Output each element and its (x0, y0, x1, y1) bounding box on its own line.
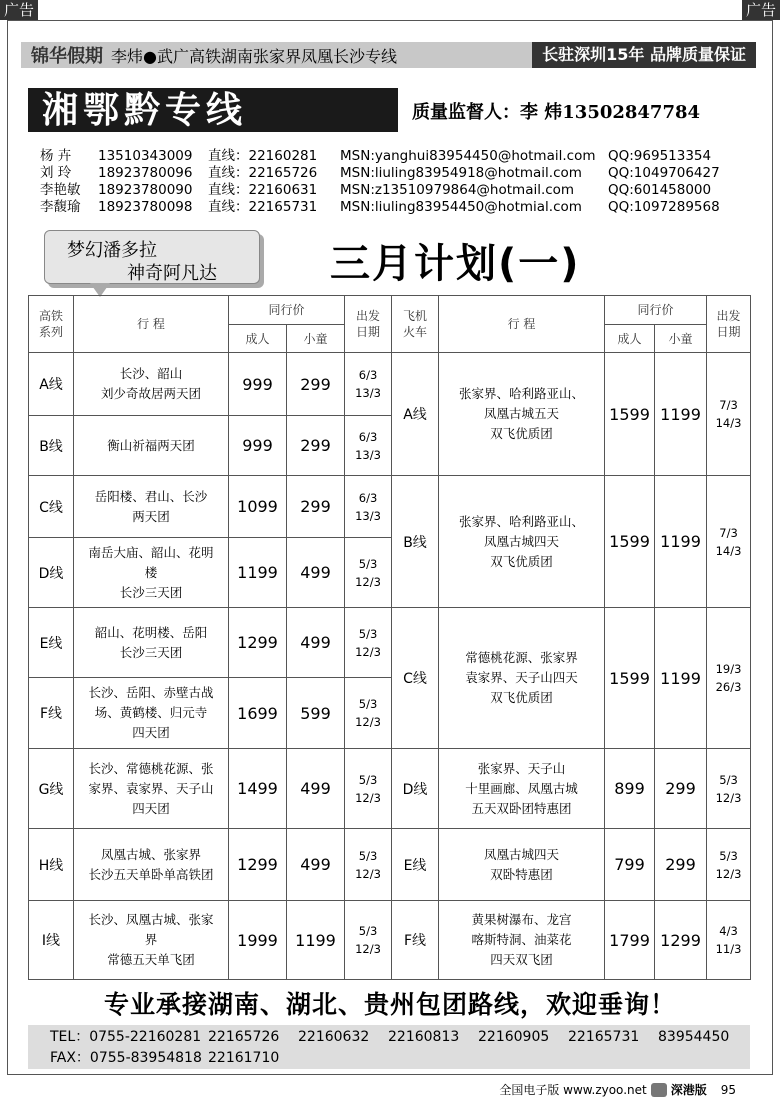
left-line: H线 (29, 829, 74, 901)
phone-box (28, 1025, 750, 1069)
ad-label-right: 广告 (742, 0, 780, 20)
header-right-departure: 出发 日期 (707, 296, 751, 353)
left-adult-price: 999 (229, 353, 287, 416)
left-route: 南岳大庙、韶山、花明 楼 长沙三天团 (74, 538, 229, 608)
right-dates: 5/3 12/3 (707, 749, 751, 829)
left-adult-price: 1699 (229, 678, 287, 749)
line-banner (28, 88, 398, 132)
left-dates: 6/3 13/3 (345, 476, 392, 538)
promo-line-2: 神奇阿凡达 (127, 263, 217, 284)
contact-msn: MSN:yanghui83954450@hotmail.com (340, 148, 596, 164)
contact-name: 刘 玲 (40, 165, 72, 181)
left-dates: 5/3 12/3 (345, 749, 392, 829)
quality-supervisor: 质量监督人：李 炜13502847784 (412, 102, 701, 123)
contact-name: 李馥瑜 (40, 199, 81, 215)
tel-number: 22160813 (388, 1029, 460, 1045)
ad-label-left: 广告 (0, 0, 38, 20)
header-left-child: 小童 (287, 325, 345, 353)
contact-qq: QQ:1097289568 (608, 199, 720, 215)
contact-mobile: 18923780090 (98, 182, 193, 198)
page-footer (499, 1081, 736, 1098)
right-adult-price: 899 (605, 749, 655, 829)
right-adult-price: 1799 (605, 901, 655, 980)
left-line: D线 (29, 538, 74, 608)
left-adult-price: 1199 (229, 538, 287, 608)
left-line: B线 (29, 416, 74, 476)
left-adult-price: 1099 (229, 476, 287, 538)
page-number: 95 (720, 1082, 736, 1097)
tel-label: TEL：0755-22160281 (50, 1029, 202, 1045)
left-child-price: 299 (287, 353, 345, 416)
tel-number: 22165726 (208, 1029, 280, 1045)
left-line: F线 (29, 678, 74, 749)
line-banner-title: 湘鄂黔专线 (42, 89, 248, 131)
right-line: D线 (392, 749, 439, 829)
right-dates: 7/3 14/3 (707, 476, 751, 608)
header-left-peer-price: 同行价 (229, 296, 345, 325)
left-child-price: 499 (287, 538, 345, 608)
tel-number: 22165731 (568, 1029, 640, 1045)
left-route: 衡山祈福两天团 (74, 416, 229, 476)
fax-row (50, 1048, 750, 1069)
left-child-price: 599 (287, 678, 345, 749)
contact-name: 杨 卉 (40, 148, 72, 164)
tel-row (50, 1027, 750, 1048)
fax-number: 22161710 (208, 1050, 280, 1066)
contact-direct: 直线：22160281 (208, 148, 318, 164)
left-dates: 5/3 12/3 (345, 901, 392, 980)
left-child-price: 499 (287, 829, 345, 901)
left-dates: 5/3 12/3 (345, 608, 392, 678)
brand-slogan: 长驻深圳15年 品牌质量保证 (532, 42, 756, 68)
promo-line-1: 梦幻潘多拉 (67, 240, 157, 261)
right-dates: 19/3 26/3 (707, 608, 751, 749)
right-route: 常德桃花源、张家界 袁家界、天子山四天 双飞优质团 (439, 608, 605, 749)
left-child-price: 499 (287, 608, 345, 678)
table-row (29, 476, 751, 538)
left-route: 岳阳楼、君山、长沙 两天团 (74, 476, 229, 538)
left-child-price: 499 (287, 749, 345, 829)
left-route: 长沙、岳阳、赤壁古战 场、黄鹤楼、归元寺 四天团 (74, 678, 229, 749)
header-left-adult: 成人 (229, 325, 287, 353)
table-row (29, 353, 751, 416)
fax-label: FAX：0755-83954818 (50, 1050, 202, 1066)
left-child-price: 1199 (287, 901, 345, 980)
contact-row (40, 165, 720, 182)
right-route: 黄果树瀑布、龙宫 喀斯特洞、油菜花 四天双飞团 (439, 901, 605, 980)
left-line: C线 (29, 476, 74, 538)
plan-title: 三月计划(一) (330, 241, 581, 287)
footer-slogan: 专业承接湖南、湖北、贵州包团路线，欢迎垂询！ (103, 990, 676, 1019)
table-row (29, 829, 751, 901)
header-left-departure: 出发 日期 (345, 296, 392, 353)
contact-name: 李艳敏 (40, 182, 81, 198)
contact-qq: QQ:1049706427 (608, 165, 720, 181)
contact-direct: 直线：22165731 (208, 199, 318, 215)
contact-list (40, 148, 720, 216)
edition-text: 全国电子版 www.zyoo.net (499, 1083, 647, 1097)
left-line: G线 (29, 749, 74, 829)
itinerary-table (28, 295, 751, 980)
left-adult-price: 1299 (229, 829, 287, 901)
brand-name: 锦华假期 (31, 46, 103, 67)
left-adult-price: 999 (229, 416, 287, 476)
left-dates: 5/3 12/3 (345, 678, 392, 749)
right-line: E线 (392, 829, 439, 901)
left-dates: 5/3 12/3 (345, 538, 392, 608)
contact-mobile: 13510343009 (98, 148, 193, 164)
contact-qq: QQ:601458000 (608, 182, 712, 198)
right-dates: 7/3 14/3 (707, 353, 751, 476)
left-route: 韶山、花明楼、岳阳 长沙三天团 (74, 608, 229, 678)
right-child-price: 1199 (655, 476, 707, 608)
right-route: 张家界、哈利路亚山、 凤凰古城五天 双飞优质团 (439, 353, 605, 476)
tel-number: 83954450 (658, 1029, 730, 1045)
left-child-price: 299 (287, 476, 345, 538)
left-line: E线 (29, 608, 74, 678)
left-dates: 6/3 13/3 (345, 416, 392, 476)
left-child-price: 299 (287, 416, 345, 476)
right-route: 张家界、天子山 十里画廊、凤凰古城 五天双卧团特惠团 (439, 749, 605, 829)
contact-row (40, 148, 720, 165)
table-row (29, 608, 751, 678)
header-right-adult: 成人 (605, 325, 655, 353)
right-line: A线 (392, 353, 439, 476)
header-right-series: 飞机 火车 (392, 296, 439, 353)
right-line: F线 (392, 901, 439, 980)
region-label: 深港版 (670, 1083, 707, 1097)
header-right-child: 小童 (655, 325, 707, 353)
right-adult-price: 1599 (605, 476, 655, 608)
right-dates: 4/3 11/3 (707, 901, 751, 980)
right-route: 凤凰古城四天 双卧特惠团 (439, 829, 605, 901)
logo-icon (651, 1083, 667, 1097)
left-adult-price: 1499 (229, 749, 287, 829)
right-child-price: 1199 (655, 608, 707, 749)
contact-direct: 直线：22160631 (208, 182, 318, 198)
contact-qq: QQ:969513354 (608, 148, 712, 164)
contact-msn: MSN:liuling83954450@hotmial.com (340, 199, 582, 215)
contact-mobile: 18923780096 (98, 165, 193, 181)
tel-number: 22160905 (478, 1029, 550, 1045)
left-line: A线 (29, 353, 74, 416)
left-adult-price: 1999 (229, 901, 287, 980)
left-dates: 6/3 13/3 (345, 353, 392, 416)
header-right-itinerary: 行 程 (439, 296, 605, 353)
right-child-price: 1199 (655, 353, 707, 476)
header-left-itinerary: 行 程 (74, 296, 229, 353)
right-line: C线 (392, 608, 439, 749)
contact-mobile: 18923780098 (98, 199, 193, 215)
left-route: 长沙、凤凰古城、张家 界 常德五天单飞团 (74, 901, 229, 980)
right-route: 张家界、哈利路亚山、 凤凰古城四天 双飞优质团 (439, 476, 605, 608)
left-route: 长沙、常德桃花源、张 家界、袁家界、天子山 四天团 (74, 749, 229, 829)
right-child-price: 299 (655, 749, 707, 829)
contact-row (40, 182, 720, 199)
table-row (29, 749, 751, 829)
left-line: I线 (29, 901, 74, 980)
contact-msn: MSN:liuling83954918@hotmail.com (340, 165, 582, 181)
right-adult-price: 1599 (605, 608, 655, 749)
left-adult-price: 1299 (229, 608, 287, 678)
left-route: 凤凰古城、张家界 长沙五天单卧单高铁团 (74, 829, 229, 901)
header-left-series: 高铁 系列 (29, 296, 74, 353)
left-dates: 5/3 12/3 (345, 829, 392, 901)
route-title: 李炜●武广高铁湖南张家界凤凰长沙专线 (111, 46, 397, 66)
contact-row (40, 199, 720, 216)
contact-direct: 直线：22165726 (208, 165, 318, 181)
top-banner (21, 42, 756, 68)
right-dates: 5/3 12/3 (707, 829, 751, 901)
header-right-peer-price: 同行价 (605, 296, 707, 325)
right-child-price: 1299 (655, 901, 707, 980)
table-row (29, 901, 751, 980)
promo-bubble (44, 230, 260, 284)
contact-msn: MSN:z13510979864@hotmail.com (340, 182, 575, 198)
right-child-price: 299 (655, 829, 707, 901)
tel-number: 22160632 (298, 1029, 370, 1045)
right-adult-price: 1599 (605, 353, 655, 476)
left-route: 长沙、韶山 刘少奇故居两天团 (74, 353, 229, 416)
right-adult-price: 799 (605, 829, 655, 901)
right-line: B线 (392, 476, 439, 608)
